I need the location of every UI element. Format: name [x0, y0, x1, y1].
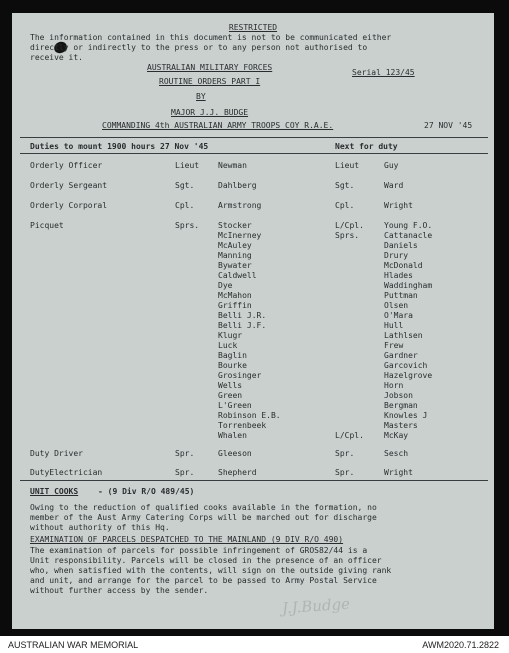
next-name: Wright [384, 201, 413, 210]
picquet-name: Jobson [384, 391, 413, 400]
classification-mark: RESTRICTED [228, 23, 278, 32]
notice-line-1: The information contained in this document is not to be communicated either [30, 33, 392, 42]
table-bottom-rule [20, 480, 488, 481]
duty-rank: Sgt. [175, 181, 195, 190]
commanding-line: COMMANDING 4th AUSTRALIAN ARMY TROOPS COY R.A.E. [102, 121, 334, 130]
picquet-name: O'Mara [384, 311, 413, 320]
picquet-name: Luck [218, 341, 238, 350]
picquet-name: Masters [384, 421, 418, 430]
picquet-name: Bergman [384, 401, 418, 410]
force-heading: AUSTRALIAN MILITARY FORCES [147, 63, 273, 72]
duty-rank: Spr. [175, 468, 195, 477]
unit-cooks-ref: - (9 Div R/O 489/45) [98, 487, 195, 496]
picquet-name: McAuley [218, 241, 252, 250]
parcels-text-1: The examination of parcels for possible infringement of GROS82/44 is a [30, 546, 368, 555]
picquet-name: Knowles J [384, 411, 428, 420]
serial-number: Serial 123/45 [352, 68, 415, 77]
picquet-name: Stocker [218, 221, 252, 230]
notice-line-2: directly or indirectly to the press or to any person not authorised to [30, 43, 368, 52]
duty-name: Gleeson [218, 449, 252, 458]
parcels-text-5: without further access by the sender. [30, 586, 209, 595]
next-rank: Spr. [335, 468, 355, 477]
next-rank: Spr. [335, 449, 355, 458]
duty-rank: Cpl. [175, 201, 195, 210]
picquet-name: Olsen [384, 301, 409, 310]
picquet-name: Hazelgrove [384, 371, 433, 380]
duties-heading: Duties to mount 1900 hours 27 Nov '45 [30, 142, 209, 151]
duty-name: Armstrong [218, 201, 262, 210]
next-rank: Sprs. [335, 231, 360, 240]
picquet-name: Robinson E.B. [218, 411, 281, 420]
picquet-name: Cattanacle [384, 231, 433, 240]
picquet-name: Daniels [384, 241, 418, 250]
next-name: Guy [384, 161, 399, 170]
archive-credit: AUSTRALIAN WAR MEMORIAL [8, 640, 139, 650]
parcels-text-3: who, when satisfied with the contents, will sign on the outside giving rank [30, 566, 392, 575]
document-page [12, 13, 494, 629]
header-divider [20, 137, 488, 138]
duty-rank: Spr. [175, 449, 195, 458]
duty-name: Shepherd [218, 468, 257, 477]
picquet-name: Grosinger [218, 371, 262, 380]
unit-cooks-text-1: Owing to the reduction of qualified cooks available in the formation, no [30, 503, 377, 512]
major-name: MAJOR J.J. BUDGE [171, 108, 249, 117]
picquet-name: Gardner [384, 351, 418, 360]
duty-label: Orderly Officer [30, 161, 103, 170]
picquet-name: L'Green [218, 401, 252, 410]
picquet-name: Torrenbeek [218, 421, 267, 430]
next-rank: L/Cpl. [335, 221, 364, 230]
picquet-name: Young F.O. [384, 221, 433, 230]
duty-name: Dahlberg [218, 181, 257, 190]
next-rank: L/Cpl. [335, 431, 364, 440]
parcels-text-2: Unit responsibility. Parcels will be closed in the presence of an officer [30, 556, 382, 565]
duty-rank: Sprs. [175, 221, 200, 230]
picquet-name: Wells [218, 381, 243, 390]
picquet-name: Garcovich [384, 361, 428, 370]
next-for-duty-heading: Next for duty [335, 142, 398, 151]
duty-label: Orderly Corporal [30, 201, 108, 210]
next-name: Wright [384, 468, 413, 477]
picquet-name: Waddingham [384, 281, 433, 290]
picquet-name: Hull [384, 321, 404, 330]
picquet-name: Dye [218, 281, 233, 290]
duty-rank: Lieut [175, 161, 200, 170]
parcels-text-4: and unit, and arrange for the parcel to be passed to Army Postal Service [30, 576, 377, 585]
picquet-name: Horn [384, 381, 404, 390]
picquet-name: Lathlsen [384, 331, 423, 340]
picquet-name: Frew [384, 341, 404, 350]
parcels-heading: EXAMINATION OF PARCELS DESPATCHED TO THE MAINLAND (9 DIV R/O 490) [30, 535, 344, 544]
picquet-names-list [218, 221, 281, 441]
picquet-name: Griffin [218, 301, 252, 310]
duty-label: Duty Driver [30, 449, 83, 458]
unit-cooks-text-3: without authority of this Hq. [30, 523, 170, 532]
duty-label: Orderly Sergeant [30, 181, 108, 190]
duty-label: Picquet [30, 221, 64, 230]
next-rank: Cpl. [335, 201, 355, 210]
picquet-name: Belli J.R. [218, 311, 267, 320]
picquet-name: Whalen [218, 431, 247, 440]
picquet-next-names-list [384, 221, 432, 441]
next-rank: Lieut [335, 161, 360, 170]
next-name: Ward [384, 181, 404, 190]
by-label: BY [196, 92, 206, 101]
notice-line-3: receive it. [30, 53, 83, 62]
picquet-name: Drury [384, 251, 409, 260]
archive-reference: AWM2020.71.2822 [422, 640, 499, 650]
picquet-name: Caldwell [218, 271, 257, 280]
picquet-name: Baglin [218, 351, 247, 360]
picquet-name: Klugr [218, 331, 243, 340]
duty-name: Newman [218, 161, 247, 170]
next-rank: Sgt. [335, 181, 355, 190]
picquet-name: Bywater [218, 261, 252, 270]
unit-cooks-heading: UNIT COOKS [30, 487, 79, 496]
order-date: 27 NOV '45 [424, 121, 473, 130]
picquet-name: Bourke [218, 361, 247, 370]
picquet-name: Belli J.F. [218, 321, 267, 330]
table-top-rule [20, 153, 488, 154]
picquet-name: McInerney [218, 231, 262, 240]
picquet-name: McMahon [218, 291, 252, 300]
next-name: Sesch [384, 449, 409, 458]
picquet-name: Puttman [384, 291, 418, 300]
unit-cooks-text-2: member of the Aust Army Catering Corps will be marched out for discharge [30, 513, 377, 522]
picquet-name: Hlades [384, 271, 413, 280]
orders-title: ROUTINE ORDERS PART I [159, 77, 261, 86]
picquet-name: McKay [384, 431, 409, 440]
signature: J.J.Budge [281, 594, 351, 618]
picquet-name: Manning [218, 251, 252, 260]
duty-label: DutyElectrician [30, 468, 103, 477]
picquet-name: McDonald [384, 261, 423, 270]
picquet-name: Green [218, 391, 243, 400]
